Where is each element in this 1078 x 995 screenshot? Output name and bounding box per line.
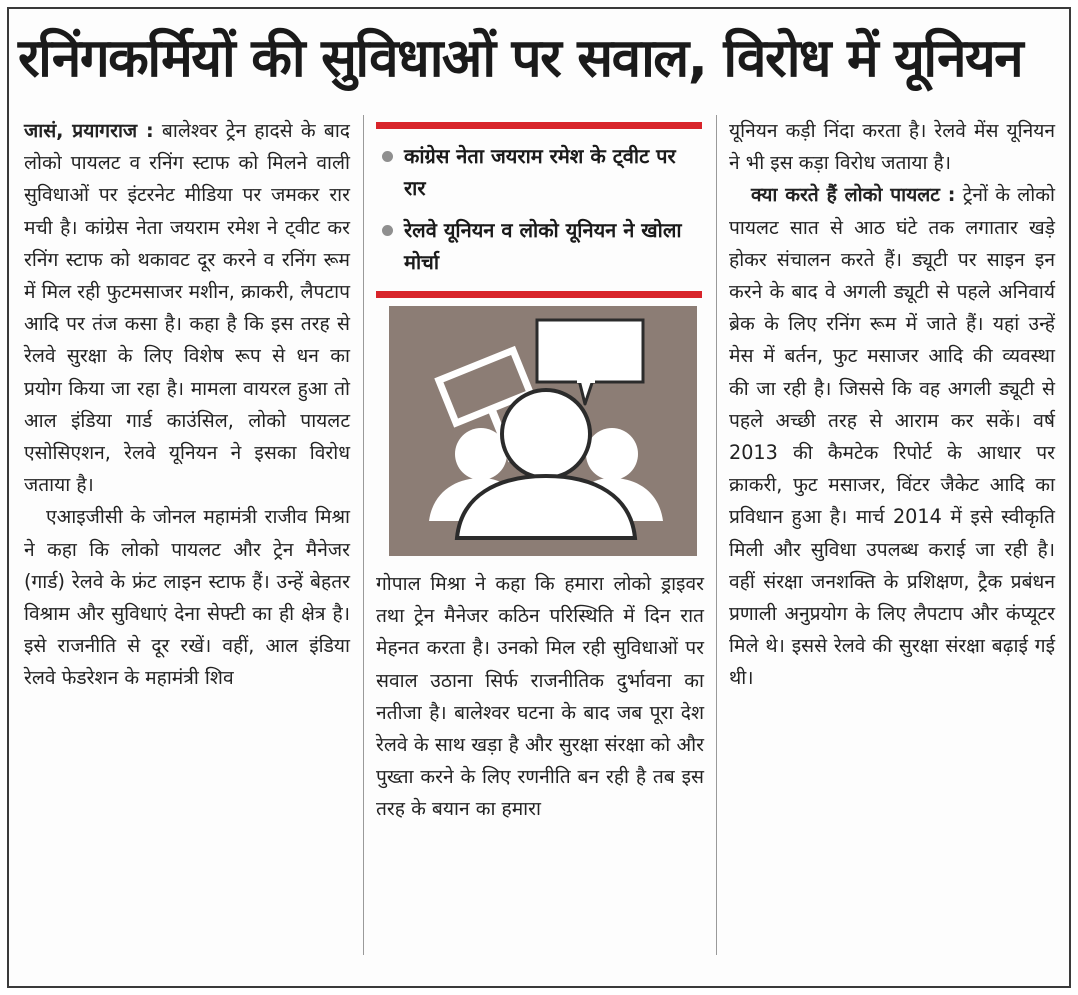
article-column-1 (24, 115, 350, 695)
subsection-paragraph (729, 179, 1055, 694)
article-column-2 (376, 568, 704, 826)
body-paragraph: यूनियन कड़ी निंदा करता है। रेलवे मेंस यूनियन ने भी इस कड़ा विरोध जताया है। (729, 119, 1055, 175)
body-paragraph: एआइजीसी के जोनल महामंत्री राजीव मिश्रा ने कहा कि लोको पायलट और ट्रेन मैनेजर (गार्ड) रेलवे के फ्रंट लाइन स्टाफ हैं। उन्हें बेहतर विश्राम और सुविधाएं देना सेफ्टी का ही क्षेत्र है। इसे राजनीति से दूर रखें। वहीं, आल इंडिया रेलवे फेडरेशन के महामंत्री शिव (24, 505, 350, 690)
highlight-item: रेलवे यूनियन व लोको यूनियन ने खोला मोर्चा (378, 214, 704, 278)
bullet-dot-icon (382, 151, 393, 162)
column-divider (716, 115, 717, 955)
highlight-box (378, 140, 704, 288)
headline: रनिंगकर्मियों की सुविधाओं पर सवाल, विरोध में यूनियन (18, 28, 1023, 89)
protest-illustration (389, 306, 697, 556)
byline: जासं, प्रयागराज : (24, 119, 154, 142)
subhead: क्या करते हैं लोको पायलट : (751, 183, 956, 207)
intro-paragraph (24, 115, 350, 501)
subsection-text: ट्रेनों के लोको पायलट सात से आठ घंटे तक लगातार खड़े होकर संचालन करते हैं। ड्यूटी पर साइन इन करने के बाद वे अगली ड्यूटी से पहले अनिवार्य ब्रेक के लिए रनिंग रूम में जाते हैं। यहां उन्हें मेस में बर्तन, फुट मसाजर आदि की व्यवस्था की जा रही है। जिससे कि वह अगली ड्यूटी से पहले अच्छी तरह से आराम कर सकें। वर्ष 2013 की कैमटेक रिपोर्ट के आधार पर क्राकरी, फुट मसाजर, विंटर जैकेट आदि का प्रविधान हुआ है। मार्च 2014 में इसे स्वीकृति मिली और सुविधा उपलब्ध कराई जा रही है। वहीं संरक्षा जनशक्ति के प्रशिक्षण, ट्रैक प्रबंधन प्रणाली अनुप्रयोग के लिए लैपटाप और कंप्यूटर मिले थे। इससे रेलवे की सुरक्षा संरक्षा बढ़ाई गई थी। (729, 183, 1055, 690)
bullet-dot-icon (382, 225, 393, 236)
protest-group-icon (389, 306, 697, 556)
body-paragraph: गोपाल मिश्रा ने कहा कि हमारा लोको ड्राइवर तथा ट्रेन मैनेजर कठिन परिस्थिति में दिन रात मेहनत करता है। उनको मिल रही सुविधाओं पर सवाल उठाना सिर्फ राजनीतिक दुर्भावना का नतीजा है। बालेश्वर घटना के बाद जब पूरा देश रेलवे के साथ खड़ा है और सुरक्षा संरक्षा को और पुख्ता करने के लिए रणनीति बन रही है तब इस तरह के बयान का हमारा (376, 572, 704, 821)
highlight-top-rule (376, 122, 702, 129)
highlight-item: कांग्रेस नेता जयराम रमेश के ट्वीट पर रार (378, 140, 704, 204)
highlight-bottom-rule (376, 291, 702, 298)
intro-text: बालेश्वर ट्रेन हादसे के बाद लोको पायलट व रनिंग स्टाफ को मिलने वाली सुविधाओं पर इंटरनेट मीडिया पर जमकर रार मची है। कांग्रेस नेता जयराम रमेश ने ट्वीट कर रनिंग स्टाफ को थकावट दूर करने व रनिंग रूम में मिल रही फुटमसाजर मशीन, क्राकरी, लैपटाप आदि पर तंज कसा है। कहा है कि इस तरह से रेलवे सुरक्षा के लिए विशेष रूप से धन का प्रयोग किया जा रहा है। मामला वायरल हुआ तो आल इंडिया गार्ड काउंसिल, लोको पायलट एसोसिएशन, रेलवे यूनियन ने इसका विरोध जताया है। (24, 119, 350, 497)
column-divider (363, 115, 364, 955)
article-column-3 (729, 115, 1055, 695)
